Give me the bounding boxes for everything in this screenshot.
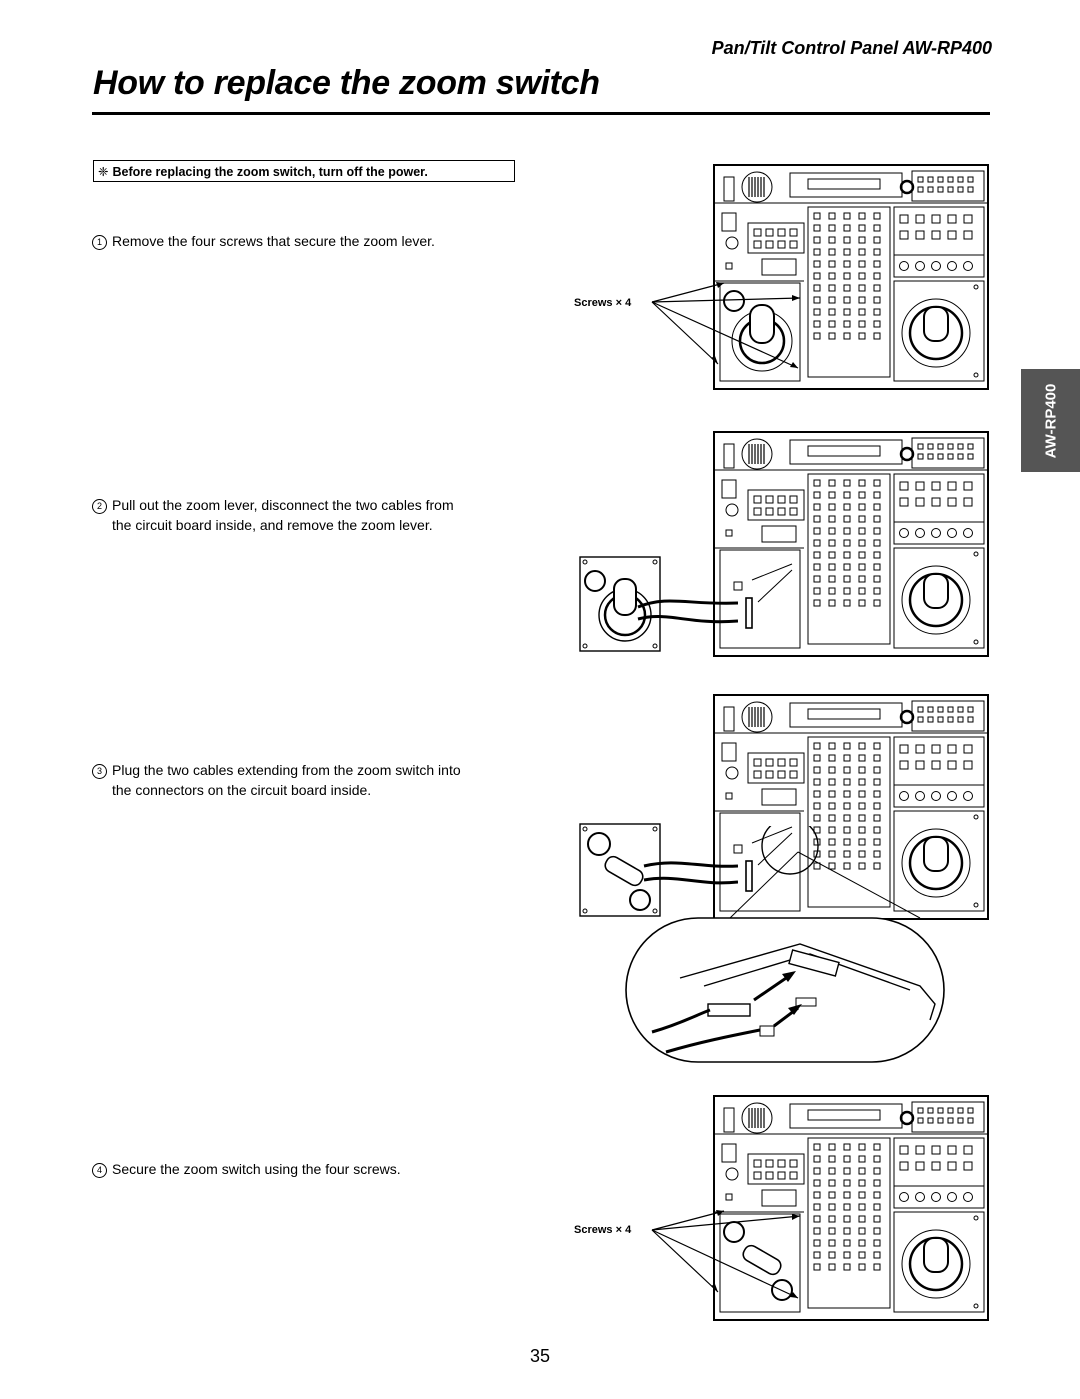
step-text-cont: the connectors on the circuit board inside.: [112, 782, 372, 798]
step-text: Secure the zoom switch using the four screws.: [112, 1161, 401, 1177]
connector-detail-zoom: [620, 826, 950, 1066]
step-number: 3: [92, 764, 107, 779]
power-notice: [93, 160, 515, 182]
step-1: [92, 231, 522, 251]
step-number: 2: [92, 499, 107, 514]
page-number: 35: [529, 1346, 551, 1366]
screws-label: Screws × 4: [574, 297, 632, 309]
product-header: Pan/Tilt Control Panel AW-RP400: [711, 38, 992, 58]
removed-zoom-lever: [578, 555, 738, 655]
page-title: How to replace the zoom switch: [93, 64, 600, 102]
screws-label: Screws × 4: [574, 1224, 632, 1236]
step-2: [92, 495, 522, 535]
step-number: 1: [92, 235, 107, 250]
screw-arrows-1: [640, 270, 820, 380]
side-tab-label: AW-RP400: [1042, 383, 1059, 458]
step-text: Plug the two cables extending from the zoom switch into: [112, 762, 461, 778]
model-side-tab: [1021, 369, 1080, 472]
step-3: [92, 760, 522, 800]
title-rule: [92, 112, 990, 115]
step-4: [92, 1159, 522, 1179]
notice-symbol-icon: ❈: [98, 165, 109, 179]
step-number: 4: [92, 1163, 107, 1178]
step-text: Remove the four screws that secure the zoom lever.: [112, 233, 435, 249]
screw-arrows-4: [640, 1198, 820, 1308]
step-text: Pull out the zoom lever, disconnect the two cables from: [112, 497, 454, 513]
panel-figure-2: [712, 430, 990, 658]
step-text-cont: the circuit board inside, and remove the zoom lever.: [112, 517, 433, 533]
notice-text: Before replacing the zoom switch, turn off the power.: [112, 165, 428, 179]
